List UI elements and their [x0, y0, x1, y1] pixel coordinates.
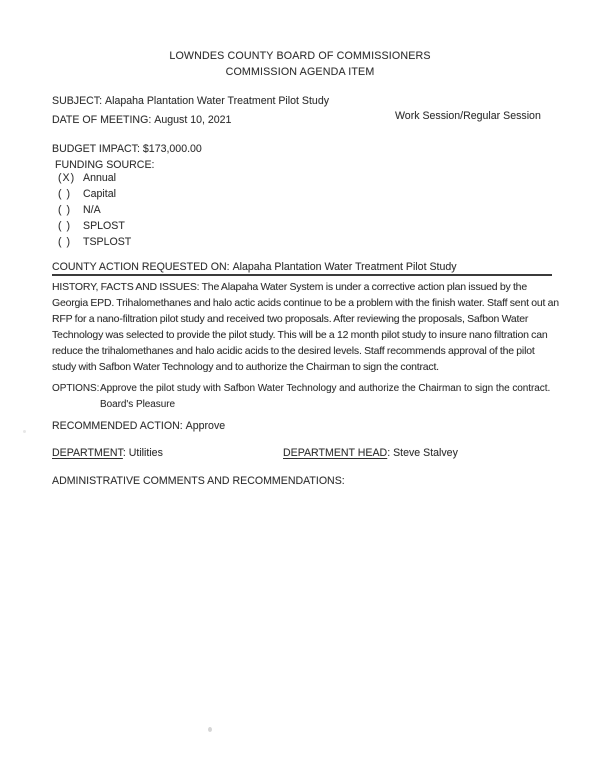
department-head-label: DEPARTMENT HEAD	[283, 447, 388, 459]
scan-artifact-dot	[23, 430, 26, 433]
funding-option-splost	[58, 220, 131, 236]
options-label: OPTIONS:	[52, 383, 100, 394]
options-body	[100, 381, 562, 413]
scan-artifact-dot	[208, 727, 212, 732]
document-title	[0, 48, 600, 80]
budget-impact-line	[52, 143, 202, 155]
funding-option-na	[58, 204, 131, 220]
department-label: DEPARTMENT	[52, 447, 123, 459]
checkbox-mark-capital: ( )	[58, 188, 71, 200]
checkbox-mark-annual: (X)	[58, 172, 76, 184]
date-of-meeting-value: August 10, 2021	[154, 114, 232, 126]
funding-option-annual	[58, 172, 131, 188]
subject-line	[52, 95, 329, 107]
checkbox-mark-na: ( )	[58, 204, 71, 216]
county-action-value: Alapaha Plantation Water Treatment Pilot Study	[232, 261, 457, 273]
checkbox-mark-splost: ( )	[58, 220, 71, 232]
department-value: : Utilities	[122, 447, 163, 459]
options-line-2: Board's Pleasure	[100, 399, 176, 410]
options-section	[52, 381, 562, 413]
date-of-meeting-label: DATE OF MEETING:	[52, 114, 152, 126]
options-line-1: Approve the pilot study with Safbon Water Technology and authorize the Chairman to sign the contract.	[100, 383, 551, 394]
section-divider-rule	[52, 274, 552, 276]
budget-impact-value: $173,000.00	[142, 143, 202, 155]
checkbox-mark-tsplost: ( )	[58, 236, 71, 248]
date-of-meeting-line	[52, 114, 231, 126]
county-action-line	[52, 261, 457, 273]
subject-label: SUBJECT:	[52, 95, 103, 107]
funding-option-label: N/A	[83, 204, 101, 216]
recommended-action-label: RECOMMENDED ACTION:	[52, 420, 183, 432]
department-head-line	[283, 447, 458, 459]
department-line	[52, 447, 163, 459]
funding-option-label: Capital	[83, 188, 116, 200]
history-facts-issues-paragraph: HISTORY, FACTS AND ISSUES: The Alapaha Water System is under a corrective action plan issued by the Georgia EPD. Trihalomethanes and halo actic acids continue to be a problem with the finish water. Staff sent out an RFP for a nano-filtration pilot study and received two proposals. After reviewing the proposals, Safbon Water Technology was selected to provide the pilot study. This will be a 12 month pilot study to insure nano filtration can reduce the trihalomethanes and halo acidic acids to the desired levels. Staff recommends approval of the pilot study with Safbon Water Technology and to authorize the Chairman to sign the contract.	[52, 281, 559, 373]
recommended-action-value: Approve	[185, 420, 226, 432]
subject-value: Alapaha Plantation Water Treatment Pilot Study	[105, 95, 330, 107]
session-type: Work Session/Regular Session	[395, 110, 541, 122]
recommended-action-line	[52, 420, 225, 432]
funding-option-label: SPLOST	[83, 220, 125, 232]
budget-impact-label: BUDGET IMPACT:	[52, 143, 140, 155]
funding-source-label: FUNDING SOURCE:	[55, 159, 155, 171]
funding-option-capital	[58, 188, 131, 204]
funding-option-label: TSPLOST	[83, 236, 132, 248]
county-action-label: COUNTY ACTION REQUESTED ON:	[52, 261, 230, 273]
title-line-2: COMMISSION AGENDA ITEM	[225, 66, 375, 78]
department-head-value: : Steve Stalvey	[387, 447, 458, 459]
administrative-comments-label: ADMINISTRATIVE COMMENTS AND RECOMMENDATIONS:	[52, 475, 345, 487]
funding-source-list	[58, 172, 131, 252]
funding-option-label: Annual	[83, 172, 116, 184]
title-line-1: LOWNDES COUNTY BOARD OF COMMISSIONERS	[169, 50, 431, 62]
funding-option-tsplost	[58, 236, 131, 252]
